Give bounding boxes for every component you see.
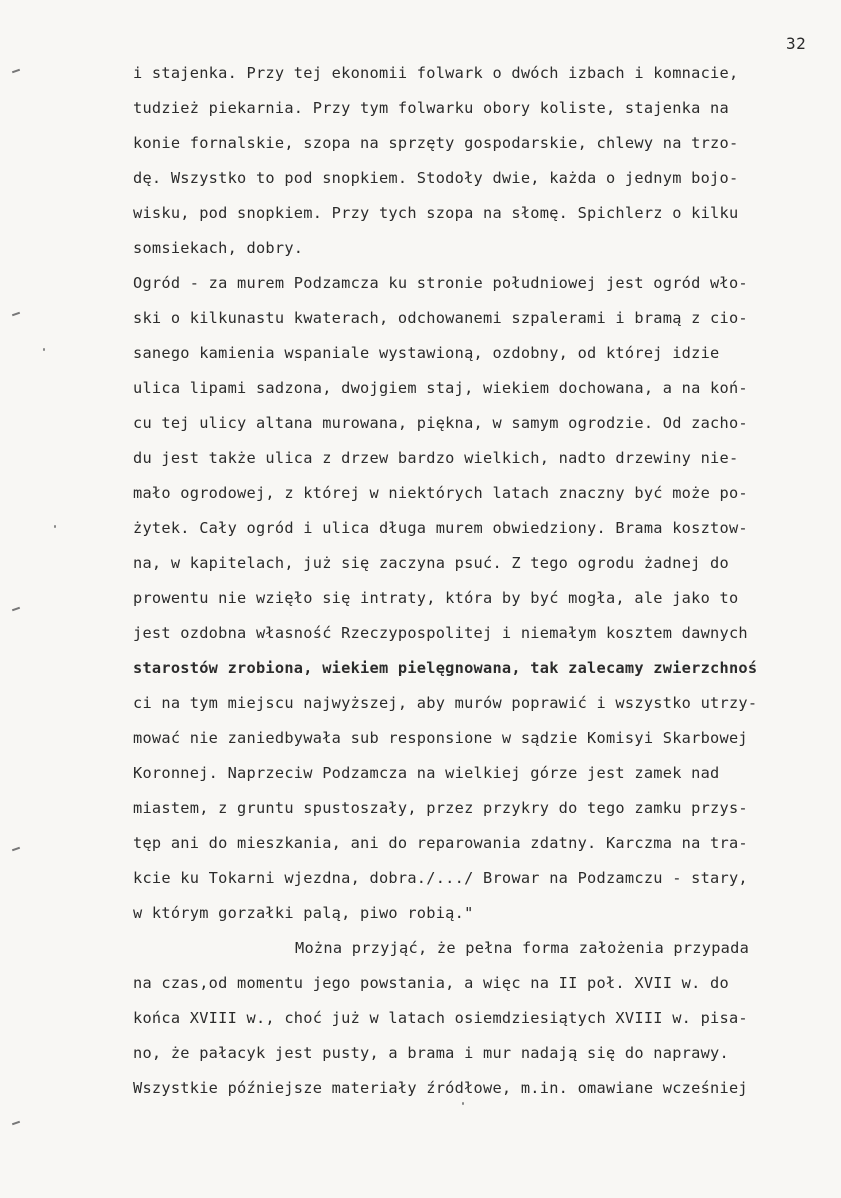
text-line: Można przyjąć, że pełna forma założenia przypada: [295, 939, 750, 957]
text-line: dę. Wszystko to pod snopkiem. Stodoły dwie, każda o jednym bojo-: [133, 169, 739, 187]
text-line: końca XVIII w., choć już w latach osiemdziesiątych XVIII w. pisa-: [133, 1009, 748, 1027]
text-line: no, że pałacyk jest pusty, a brama i mur nadają się do naprawy.: [133, 1044, 729, 1062]
margin-mark: [12, 607, 20, 612]
text-line: ci na tym miejscu najwyższej, aby murów poprawić i wszystko utrzy-: [133, 694, 758, 712]
text-line: Wszystkie późniejsze materiały źródłowe, m.in. omawiane wcześniej: [133, 1079, 748, 1097]
text-line: Ogród - za murem Podzamcza ku stronie południowej jest ogród wło-: [133, 274, 748, 292]
text-line: prowentu nie wzięło się intraty, która by być mogła, ale jako to: [133, 589, 739, 607]
margin-mark: [12, 312, 20, 317]
text-line: w którym gorzałki palą, piwo robią.": [133, 904, 474, 922]
text-line: miastem, z gruntu spustoszały, przez przykry do tego zamku przys-: [133, 799, 748, 817]
text-line: mało ogrodowej, z której w niektórych latach znaczny być może po-: [133, 484, 748, 502]
text-line: somsiekach, dobry.: [133, 239, 304, 257]
text-line: mować nie zaniedbywała sub responsione w sądzie Komisyi Skarbowej: [133, 729, 748, 747]
text-line: ulica lipami sadzona, dwojgiem staj, wiekiem dochowana, a na koń-: [133, 379, 748, 397]
text-line: du jest także ulica z drzew bardzo wielkich, nadto drzewiny nie-: [133, 449, 739, 467]
text-line: tęp ani do mieszkania, ani do reparowania zdatny. Karczma na tra-: [133, 834, 748, 852]
margin-mark: [12, 1121, 20, 1126]
speck: [54, 525, 56, 528]
margin-mark: [12, 847, 20, 852]
text-line: Koronnej. Naprzeciw Podzamcza na wielkiej górze jest zamek nad: [133, 764, 720, 782]
text-line: i stajenka. Przy tej ekonomii folwark o dwóch izbach i komnacie,: [133, 64, 739, 82]
text-line: jest ozdobna własność Rzeczypospolitej i niemałym kosztem dawnych: [133, 624, 748, 642]
speck: [462, 1102, 464, 1105]
text-line: konie fornalskie, szopa na sprzęty gospodarskie, chlewy na trzo-: [133, 134, 739, 152]
page-number: 32: [786, 34, 807, 53]
text-line: żytek. Cały ogród i ulica długa murem obwiedziony. Brama kosztow-: [133, 519, 748, 537]
text-line: ski o kilkunastu kwaterach, odchowanemi szpalerami i bramą z cio-: [133, 309, 748, 327]
text-line: na, w kapitelach, już się zaczyna psuć. Z tego ogrodu żadnej do: [133, 554, 729, 572]
text-line: na czas,od momentu jego powstania, a więc na II poł. XVII w. do: [133, 974, 729, 992]
text-line: cu tej ulicy altana murowana, piękna, w samym ogrodzie. Od zacho-: [133, 414, 748, 432]
text-line: tudzież piekarnia. Przy tym folwarku obory koliste, stajenka na: [133, 99, 729, 117]
text-line: kcie ku Tokarni wjezdna, dobra./.../ Browar na Podzamczu - stary,: [133, 869, 748, 887]
margin-mark: [12, 69, 20, 74]
speck: [43, 348, 45, 351]
text-line: starostów zrobiona, wiekiem pielęgnowana, tak zalecamy zwierzchnoś: [133, 659, 758, 677]
text-line: wisku, pod snopkiem. Przy tych szopa na słomę. Spichlerz o kilku: [133, 204, 739, 222]
text-line: sanego kamienia wspaniale wystawioną, ozdobny, od której idzie: [133, 344, 720, 362]
